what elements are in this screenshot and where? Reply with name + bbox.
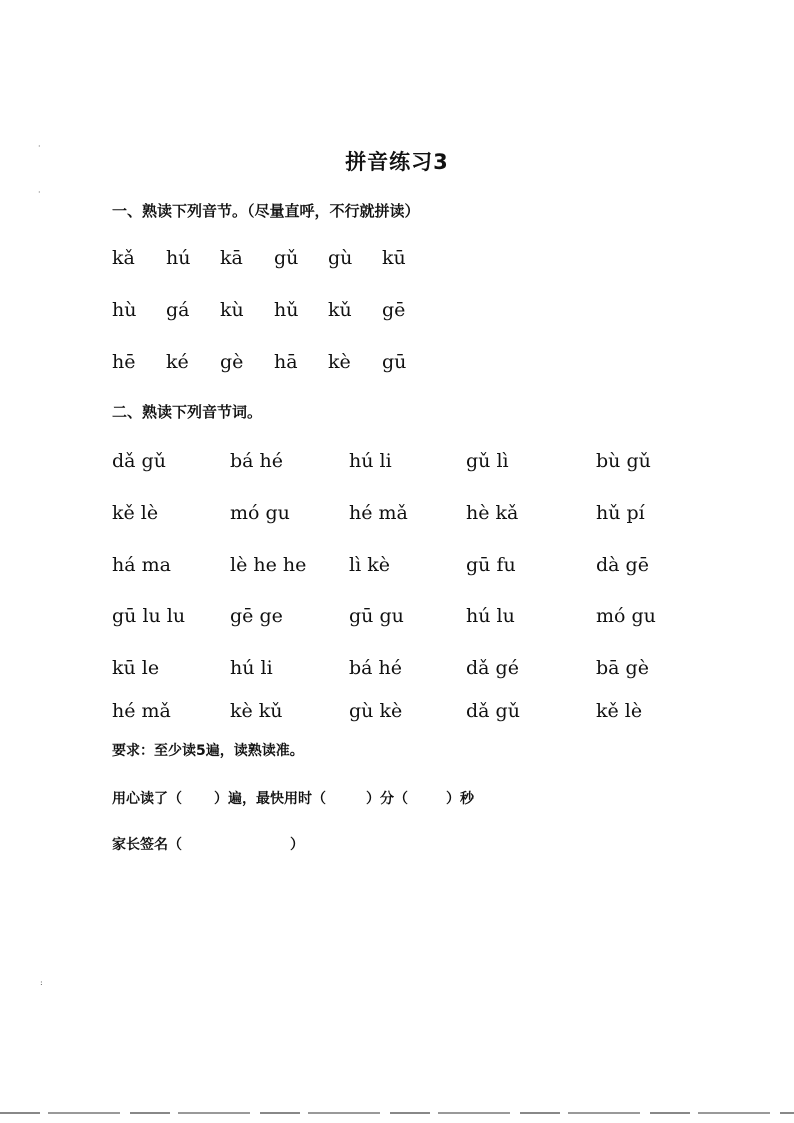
scan-speck: : — [40, 978, 43, 987]
record-part-2: ）遍，最快用时（ — [214, 791, 326, 807]
word: dǎ gǔ — [112, 450, 166, 472]
word: hú li — [230, 657, 273, 679]
word: gū lu lu — [112, 605, 186, 627]
syllable: hē — [112, 351, 136, 373]
syllable: gè — [220, 351, 244, 373]
syllable: kù — [220, 299, 244, 321]
word: bù gǔ — [596, 450, 651, 472]
syllable: kū — [382, 247, 406, 269]
section2-heading: 二、熟读下列音节词。 — [112, 403, 263, 421]
word: hú li — [349, 450, 392, 472]
syllable: kā — [220, 247, 243, 269]
word: bā gè — [596, 657, 649, 679]
word: bá hé — [230, 450, 284, 472]
syllable: gū — [382, 351, 407, 373]
word: há ma — [112, 554, 171, 576]
section1-heading: 一、熟读下列音节。（尽量直呼，不行就拼读） — [112, 202, 420, 220]
record-part-4: ）秒 — [446, 791, 474, 807]
word: hé mǎ — [112, 700, 171, 722]
page-title: 拼音练习3 — [345, 150, 449, 174]
word: dǎ gǔ — [466, 700, 520, 722]
syllable: hǔ — [274, 299, 299, 321]
word: gū fu — [466, 554, 516, 576]
syllable: kǔ — [328, 299, 352, 321]
word: kě lè — [112, 502, 159, 524]
word: hé mǎ — [349, 502, 408, 524]
word: lè he he — [230, 554, 307, 576]
syllable: hú — [166, 247, 191, 269]
requirement-text: 要求：至少读5遍，读熟读准。 — [112, 743, 304, 759]
syllable: gē — [382, 299, 406, 321]
syllable: kè — [328, 351, 351, 373]
signature-close: ） — [290, 837, 304, 853]
word: dà gē — [596, 554, 649, 576]
word-row — [112, 554, 692, 580]
word-row — [112, 502, 692, 528]
word: gū gu — [349, 605, 404, 627]
parent-signature-line — [112, 834, 304, 854]
word: mó gu — [596, 605, 656, 627]
word-row — [112, 450, 692, 476]
word-row — [112, 605, 692, 631]
word: lì kè — [349, 554, 390, 576]
word-row — [112, 700, 692, 726]
word-row — [112, 657, 692, 683]
syllable: gá — [166, 299, 190, 321]
word: gù kè — [349, 700, 403, 722]
word: gē ge — [230, 605, 283, 627]
syllable: gù — [328, 247, 353, 269]
word: kū le — [112, 657, 160, 679]
word: kè kǔ — [230, 700, 283, 722]
word: gǔ lì — [466, 450, 509, 472]
word: mó gu — [230, 502, 290, 524]
word: dǎ gé — [466, 657, 519, 679]
signature-label: 家长签名（ — [112, 837, 182, 853]
syllable: hā — [274, 351, 298, 373]
word: hǔ pí — [596, 502, 645, 524]
syllable: hù — [112, 299, 137, 321]
record-part-1: 用心读了（ — [112, 791, 182, 807]
word: hú lu — [466, 605, 515, 627]
reading-record-line — [112, 788, 474, 808]
scan-speck: · — [38, 142, 41, 151]
syllable: kǎ — [112, 247, 135, 269]
scan-bottom-edge — [0, 1112, 794, 1114]
word: hè kǎ — [466, 502, 519, 524]
word: bá hé — [349, 657, 403, 679]
syllable: ké — [166, 351, 189, 373]
record-part-3: ）分（ — [366, 791, 408, 807]
scan-speck: · — [38, 188, 41, 197]
syllable: gǔ — [274, 247, 299, 269]
word: kě lè — [596, 700, 643, 722]
